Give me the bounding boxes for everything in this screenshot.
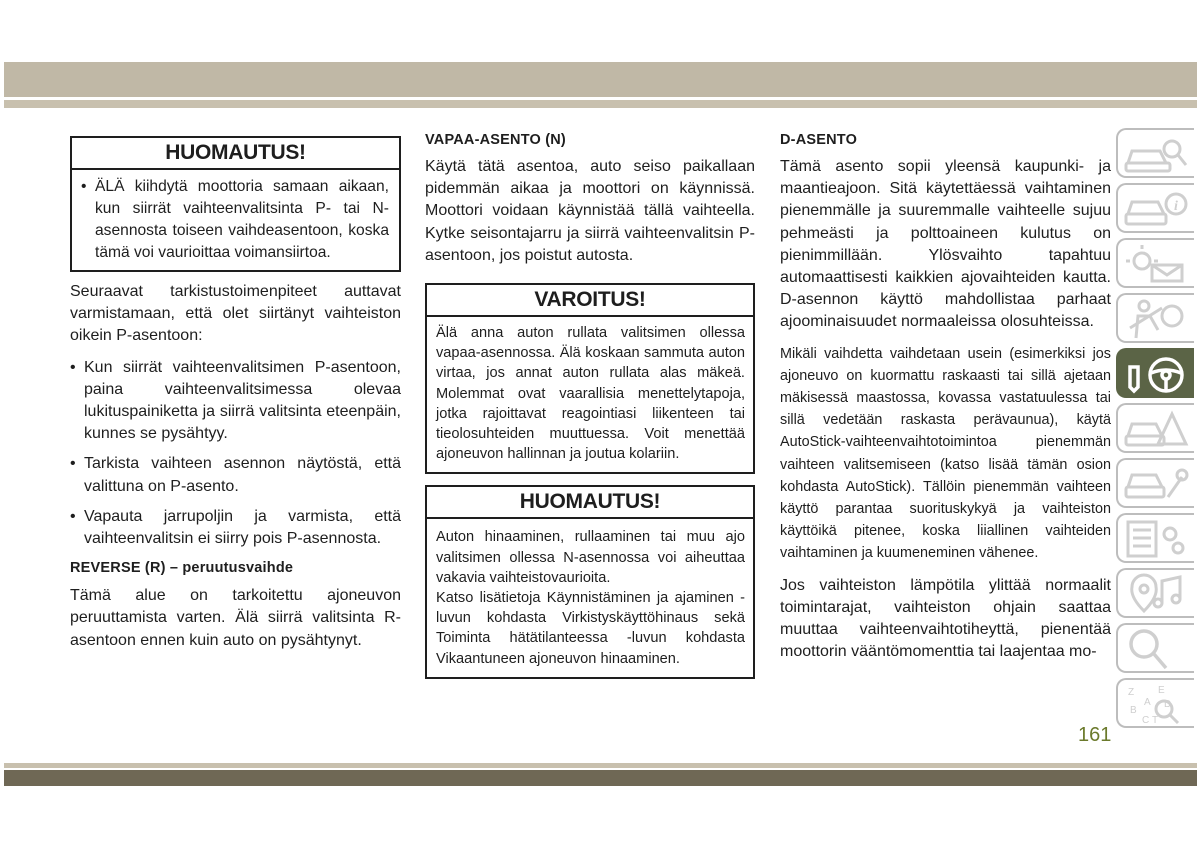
footer-band [4,770,1197,786]
header-band [4,62,1197,97]
tab-customer-assistance[interactable] [1116,623,1194,673]
tab-emergency[interactable] [1116,403,1194,453]
search-magnifier-icon [1122,628,1190,670]
alphabet-index-icon [1122,683,1190,725]
warning-light-message-icon [1122,243,1190,285]
svg-text:i: i [1174,199,1178,214]
reverse-paragraph: Tämä alue on tarkoitettu ajoneuvon peruuttamista varten. Älä siirrä valitsinta R-asentoon ennen kuin auto on pysähtynyt. [70,587,401,649]
tab-car-magnifier[interactable] [1116,128,1194,178]
drive-paragraph: Tämä asento sopii yleensä kaupunki- ja maantieajoon. Sitä käytettäessä vaihtaminen pienemmälle ja suuremmalle vaihteelle sujuu pehmeästi ja polttoaineen kulutus on pienimmillään. Ylösvaihto tapahtuu automaattisesti kaikkien ajovaihteiden kautta. D-asennon käyttö mahdollistaa parhaat ajoominaisuudet normaaleissa olosuhteissa. [780,158,1111,331]
svg-text:D: D [1164,699,1172,710]
header-rule [4,100,1197,108]
svg-text:B: B [1130,705,1137,716]
notice-box-2-title: HUOMAUTUS! [427,487,753,519]
car-wrench-icon [1122,463,1190,505]
check-list [70,357,401,551]
specifications-gears-icon [1122,518,1190,560]
tab-starting-driving[interactable] [1116,348,1194,398]
temperature-paragraph: Jos vaihteiston lämpötila ylittää normaalit toimintarajat, vaihteiston ohjain saattaa muuttaa vaihteenvaihtotiheyttä, pienentää moottorin vääntömomenttia tai laajentaa mo- [780,576,1111,661]
warning-box [425,283,755,474]
tab-specifications[interactable] [1116,513,1194,563]
column-2 [425,128,755,679]
notice-box [70,136,401,272]
tab-servicing[interactable] [1116,458,1194,508]
warning-box-title: VAROITUS! [427,285,753,317]
svg-text:E: E [1158,685,1165,696]
car-magnifier-icon [1122,133,1190,175]
svg-text:T: T [1152,715,1159,725]
key-steering-wheel-icon [1122,353,1190,395]
car-info-icon [1122,188,1190,230]
tab-car-info[interactable] [1116,183,1194,233]
warning-box-text: Älä anna auton rullata valitsimen ollessa vapaa-asennossa. Älä koskaan sammuta auton virtaa, jos annat auton rullata alas mäkeä. Molemmat ovat vaarallisia menettelytapoja, jotka rajoittavat reagointiasi liikenteen tai tieolosuhteiden muuttuessa. Voit menettää ajoneuvon hallinnan ja joutua kolariin. [436,325,745,463]
svg-text:C: C [1142,715,1150,725]
list-item: • Tarkista vaihteen asennon näytöstä, että valittuna on P-asento. [70,453,401,497]
svg-text:Z: Z [1128,687,1135,698]
notice-box-title: HUOMAUTUS! [72,138,399,170]
svg-text:A: A [1144,697,1151,708]
footer-rule [4,763,1197,768]
autostick-paragraph: Mikäli vaihdetta vaihdetaan usein (esimerkiksi jos ajoneuvo on kuormattu raskaasti tai sillä ajetaan mäkisessä maastossa, kovassa vastatuulessa tai sillä vedetään raskasta perävaunua), käytä AutoStick-vaihteenvaihtotoimintoa pienemmän vaihteen valitsemiseen (katso lisää tämän osion kohdasta AutoStick). Tällöin pienemmän vaihteen käyttö parantaa suorituskykyä ja vaihteiston käyttöikä pitenee, koska liiallinen vaihteiden vaihtaminen ja kuumeneminen vähenee. [780,345,1111,562]
page-number: 161 [1078,724,1112,746]
seat-airbag-icon [1122,298,1190,340]
notice-box-2 [425,485,755,678]
notice-box-2-text: Katso lisätietoja Käynnistäminen ja ajaminen -luvun kohdasta Virkistyskäyttöhinaus sekä Toiminta hätätilanteessa -luvun kohdasta Vikaantuneen ajoneuvon hinaaminen. [436,590,745,667]
column-1 [70,128,401,652]
car-warning-triangle-icon [1122,408,1190,450]
list-item: • Kun siirrät vaihteenvalitsimen P-asentoon, paina vaihteenvalitsimessa olevaa lukituspainiketta ja siirrä valitsinta eteenpäin, kunnes se pysähtyy. [70,357,401,446]
neutral-heading: VAPAA-ASENTO (N) [425,132,566,148]
column-3 [780,128,1111,663]
tab-warning-lights[interactable] [1116,238,1194,288]
tab-seat-airbag[interactable] [1116,293,1194,343]
notice-box-text: • ÄLÄ kiihdytä moottoria samaan aikaan, kun siirrät vaihteenvalitsinta P- tai N-asennosta toiseen vaihdeasentoon, koska tämä voi vaurioittaa voimansiirtoa. [81,176,389,264]
intro-paragraph: Seuraavat tarkistustoimenpiteet auttavat varmistamaan, että olet siirtänyt vaihteiston oikein P-asentoon: [70,283,401,345]
drive-heading: D-ASENTO [780,132,858,148]
neutral-paragraph: Käytä tätä asentoa, auto seiso paikallaan pidemmän aikaa ja moottori on käynnissä. Moottori voidaan käynnistää tällä vaihteella. Kytke seisontajarru ja siirrä vaihteenvalitsin P-asentoon, jos poistut autosta. [425,158,755,264]
list-item: • Vapauta jarrupoljin ja varmista, että vaihteenvalitsin ei siirry pois P-asennosta. [70,506,401,550]
music-navigation-icon [1122,573,1190,615]
tab-index[interactable] [1116,678,1194,728]
tab-multimedia[interactable] [1116,568,1194,618]
reverse-heading: REVERSE (R) – peruutusvaihde [70,560,294,577]
notice-box-2-text: Auton hinaaminen, rullaaminen tai muu ajo valitsimen ollessa N-asennossa voi aiheuttaa vakavia vaihteistovaurioita. [436,529,745,586]
